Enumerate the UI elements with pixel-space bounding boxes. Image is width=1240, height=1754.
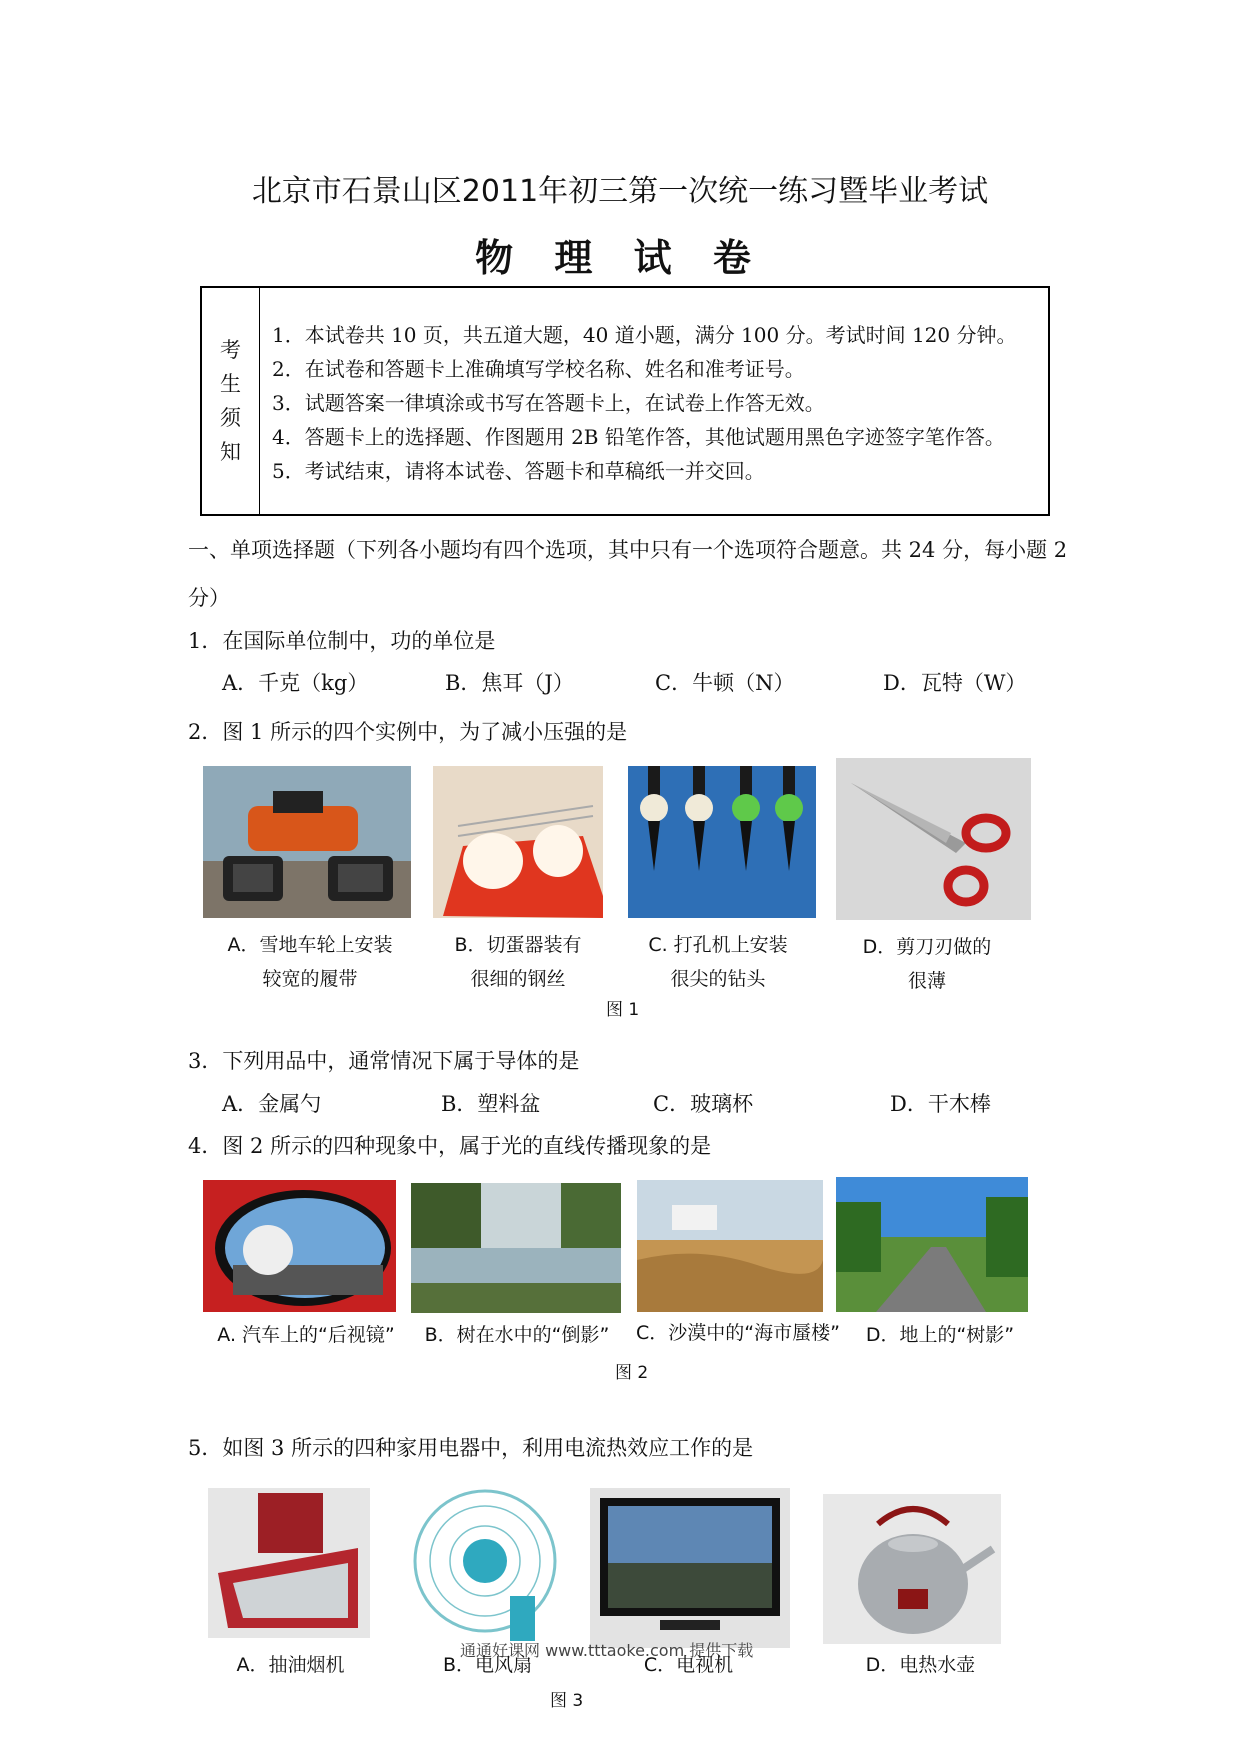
notice-box [200, 286, 1050, 516]
tree-shadow-image [836, 1177, 1028, 1312]
notice-item: 4．答题卡上的选择题、作图题用 2B 铅笔作答，其他试题用黑色字迹签字笔作答。 [272, 425, 1005, 449]
caption-line: C. 打孔机上安装 [648, 934, 788, 956]
caption-line: 很尖的钻头 [670, 968, 766, 990]
fig3-caption-b: B．电风扇 [442, 1654, 533, 1676]
notice-label-char: 生 [220, 372, 241, 396]
notice-label-char: 考 [220, 338, 241, 362]
notice-label-char: 知 [220, 440, 241, 464]
question-1-stem: 1．在国际单位制中，功的单位是 [188, 629, 496, 653]
exam-subtitle: 物 理 试 卷 [475, 236, 765, 280]
fig3-caption-c: C．电视机 [643, 1654, 734, 1676]
caption-line: D．剪刀刃做的 [862, 936, 992, 958]
section-heading: 一、单项选择题（下列各小题均有四个选项，其中只有一个选项符合题意。共 24 分，每小题 2 分） [188, 538, 1068, 610]
television-image [590, 1488, 790, 1648]
caption-line: 较宽的履带 [262, 968, 358, 990]
notice-label-char: 须 [220, 406, 241, 430]
q3-option-a: A．金属勺 [222, 1092, 322, 1116]
q3-option-b: B．塑料盆 [441, 1092, 541, 1116]
q3-option-d: D．干木棒 [890, 1092, 991, 1116]
notice-item: 2．在试卷和答题卡上准确填写学校名称、姓名和准考证号。 [272, 357, 805, 381]
snowmobile-image [203, 766, 411, 918]
fig1-caption-c [618, 928, 818, 996]
electric-fan-image [405, 1486, 567, 1648]
notice-list [272, 318, 1040, 488]
scissors-image [836, 758, 1031, 920]
q1-option-c: C．牛顿（N） [655, 671, 795, 695]
range-hood-image [208, 1488, 370, 1638]
fig2-caption-d: D．地上的“树影” [865, 1324, 1015, 1346]
q1-option-b: B．焦耳（J） [445, 671, 574, 695]
fig2-caption-b: B．树在水中的“倒影” [424, 1324, 610, 1346]
notice-item: 1．本试卷共 10 页，共五道大题，40 道小题，满分 100 分。考试时间 120 分钟。 [272, 323, 1017, 347]
caption-line: A．雪地车轮上安装 [227, 934, 393, 956]
exam-title: 北京市石景山区2011年初三第一次统一练习暨毕业考试 [251, 174, 989, 209]
fig1-caption-b [418, 928, 618, 996]
notice-item: 5．考试结束，请将本试卷、答题卡和草稿纸一并交回。 [272, 459, 765, 483]
fig1-caption-a [205, 928, 415, 996]
caption-line: 很细的钢丝 [470, 968, 566, 990]
egg-slicer-image [433, 766, 603, 918]
fig3-caption-d: D．电热水壶 [865, 1654, 976, 1676]
watermark-text: 通通好课网 www.tttaoke.com 提供下载 [460, 1641, 754, 1660]
notice-item: 3．试题答案一律填涂或书写在答题卡上，在试卷上作答无效。 [272, 391, 825, 415]
rearview-mirror-image [203, 1180, 396, 1312]
fig1-caption-d [832, 930, 1022, 998]
fig3-caption-a: A．抽油烟机 [236, 1654, 345, 1676]
q1-option-d: D．瓦特（W） [883, 671, 1027, 695]
notice-label [202, 288, 260, 514]
question-4-stem: 4．图 2 所示的四种现象中，属于光的直线传播现象的是 [188, 1134, 712, 1158]
punch-machine-image [628, 766, 816, 918]
figure-1-label: 图 1 [606, 1000, 640, 1020]
electric-kettle-image [823, 1494, 1001, 1644]
figure-2-label: 图 2 [615, 1363, 649, 1383]
question-3-stem: 3．下列用品中，通常情况下属于导体的是 [188, 1049, 580, 1073]
figure-3-label: 图 3 [550, 1691, 584, 1711]
q1-option-a: A．千克（kg） [222, 671, 369, 695]
q3-option-c: C．玻璃杯 [653, 1092, 754, 1116]
caption-line: 很薄 [907, 970, 946, 992]
caption-line: B．切蛋器装有 [454, 934, 582, 956]
fig2-caption-a: A. 汽车上的“后视镜” [217, 1324, 395, 1346]
question-2-stem: 2．图 1 所示的四个实例中，为了减小压强的是 [188, 720, 628, 744]
tree-reflection-image [411, 1183, 621, 1313]
fig2-caption-c: C．沙漠中的“海市蜃楼” [636, 1322, 840, 1344]
mirage-image [637, 1180, 823, 1312]
question-5-stem: 5．如图 3 所示的四种家用电器中，利用电流热效应工作的是 [188, 1436, 754, 1460]
